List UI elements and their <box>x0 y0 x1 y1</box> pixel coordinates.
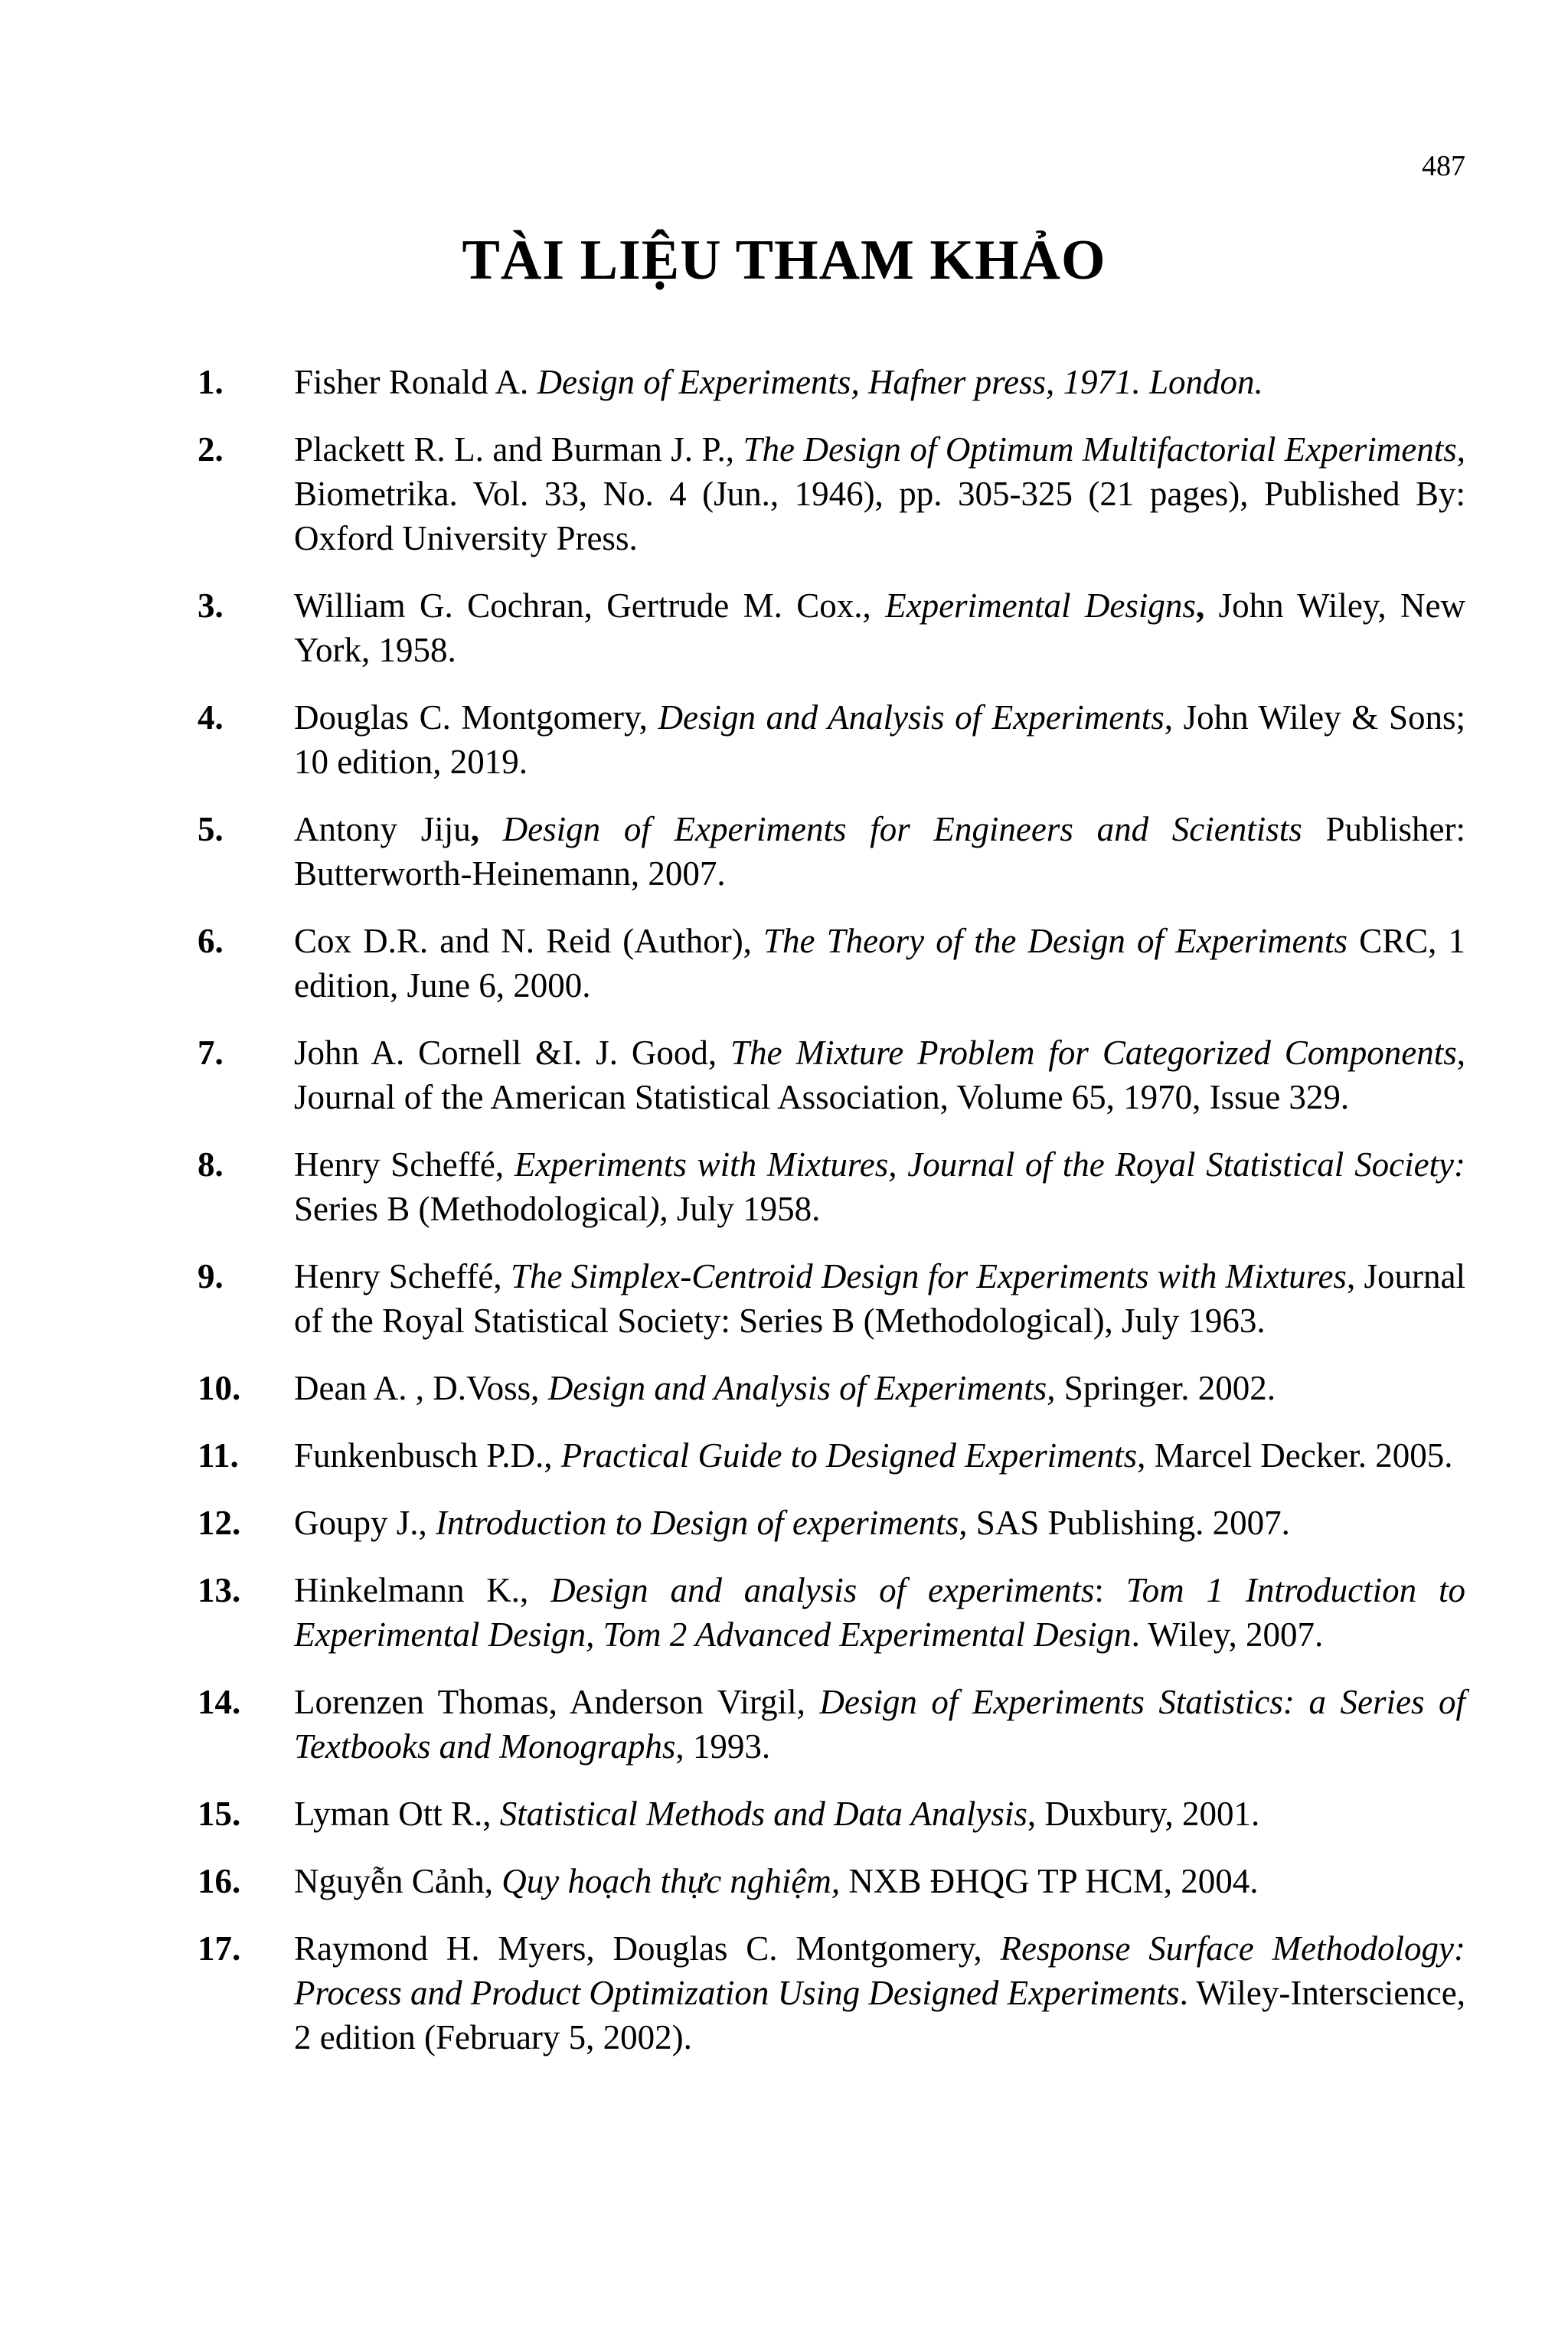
reference-item <box>198 919 1465 1008</box>
reference-text-segment: NXB ĐHQG TP HCM, 2004. <box>840 1862 1259 1900</box>
reference-item <box>198 1926 1465 2060</box>
reference-text-segment: CRC, 1 edition, June 6, 2000. <box>294 922 1465 1004</box>
reference-text-segment: Goupy J., <box>294 1504 436 1542</box>
reference-number: 11. <box>198 1436 239 1475</box>
reference-text-segment: Plackett R. L. and Burman J. P., <box>294 430 743 469</box>
reference-text-segment: Publisher: Butterworth-Heinemann, 2007. <box>294 810 1465 893</box>
reference-text-segment: : <box>1094 1571 1126 1609</box>
reference-text-segment: , Duxbury, 2001. <box>1027 1795 1260 1833</box>
reference-text-segment: Lyman Ott R., <box>294 1795 500 1833</box>
reference-list <box>198 360 1465 2082</box>
reference-number: 14. <box>198 1683 241 1721</box>
reference-number: 5. <box>198 810 224 848</box>
reference-text-segment: Series B (Methodological <box>294 1190 648 1228</box>
reference-title-segment: , Design of Experiments Statistics: a Series of Textbooks and Monographs <box>294 1683 1465 1766</box>
reference-item <box>198 427 1465 560</box>
reference-item <box>198 1254 1465 1343</box>
reference-number: 10. <box>198 1369 241 1407</box>
reference-text-segment: , Biometrika. Vol. 33, No. 4 (Jun., 1946), pp. 305-325 (21 pages), Published By: Oxford University Press. <box>294 430 1465 557</box>
reference-number: 16. <box>198 1862 241 1900</box>
reference-text-segment: Douglas C. Montgomery, <box>294 698 658 737</box>
reference-text-segment <box>479 810 503 848</box>
reference-text-segment: Lorenzen Thomas, Anderson Virgil <box>294 1683 797 1721</box>
reference-number: 3. <box>198 586 224 625</box>
reference-text-segment: , <box>470 810 479 848</box>
reference-item <box>198 583 1465 672</box>
reference-text-segment: Antony Jiju <box>294 810 471 848</box>
reference-text <box>294 430 1465 557</box>
reference-title-segment: The Simplex-Centroid Design for Experiments with Mixtures <box>510 1257 1347 1295</box>
reference-item <box>198 1859 1465 1903</box>
reference-title-segment: Experiments with Mixtures, Journal of the Royal Statistical Society: <box>514 1145 1465 1184</box>
reference-number: 2. <box>198 430 224 469</box>
reference-text-segment: Cox D.R. and N. Reid (Author), <box>294 922 764 960</box>
reference-number: 12. <box>198 1504 241 1542</box>
reference-text-segment: Funkenbusch P.D., <box>294 1436 561 1475</box>
reference-text <box>294 1436 1452 1475</box>
reference-text-segment: , 1993. <box>675 1727 771 1766</box>
reference-text <box>294 1145 1465 1228</box>
reference-item <box>198 1366 1465 1410</box>
page-number: 487 <box>1422 150 1465 182</box>
reference-title-segment: Experimental Designs <box>885 586 1196 625</box>
reference-text-segment: , Journal of the Royal Statistical Society: Series B (Methodological), July 1963. <box>294 1257 1466 1340</box>
reference-title-segment: Quy hoạch thực nghiệm, <box>501 1862 841 1900</box>
reference-text-segment: , SAS Publishing. 2007. <box>959 1504 1290 1542</box>
reference-text-segment: Fisher Ronald A. <box>294 363 537 401</box>
reference-title-segment: Statistical Methods and Data Analysis <box>499 1795 1027 1833</box>
reference-text <box>294 1929 1465 2056</box>
reference-text-segment: , July 1958. <box>659 1190 821 1228</box>
reference-title-segment: Design and Analysis of Experiments, <box>547 1369 1056 1407</box>
reference-title-segment: Design of Experiments for Engineers and Scientists <box>502 810 1302 848</box>
reference-text <box>294 363 1263 401</box>
reference-text-segment: John Wiley, New York, 1958. <box>294 586 1465 669</box>
reference-text-segment: . Wiley-Interscience, 2 edition (February 5, 2002). <box>294 1974 1465 2056</box>
reference-text <box>294 1862 1258 1900</box>
reference-title-segment: The Theory of the Design of Experiments <box>763 922 1348 960</box>
reference-item <box>198 1568 1465 1657</box>
reference-text-segment: Springer. 2002. <box>1055 1369 1276 1407</box>
reference-title-segment: ) <box>648 1190 660 1228</box>
reference-text <box>294 1504 1290 1542</box>
reference-title-segment: Design of Experiments, Hafner press, 1971. London. <box>537 363 1263 401</box>
reference-number: 1. <box>198 363 224 401</box>
reference-title-segment: Design and Analysis of Experiments <box>658 698 1165 737</box>
reference-text <box>294 1034 1465 1116</box>
reference-number: 15. <box>198 1795 241 1833</box>
reference-text-segment: Henry Scheffé, <box>294 1145 514 1184</box>
reference-text <box>294 1369 1276 1407</box>
reference-number: 4. <box>198 698 224 737</box>
reference-title-segment: Design and analysis of experiments <box>550 1571 1095 1609</box>
reference-item <box>198 1792 1465 1836</box>
reference-number: 8. <box>198 1145 224 1184</box>
reference-item <box>198 360 1465 404</box>
reference-text <box>294 1571 1465 1654</box>
reference-text <box>294 1795 1259 1833</box>
reference-title-segment: Introduction to Design of experiments <box>436 1504 959 1542</box>
reference-item <box>198 807 1465 896</box>
reference-text <box>294 1257 1465 1340</box>
reference-number: 17. <box>198 1929 241 1968</box>
reference-number: 6. <box>198 922 224 960</box>
page-title: TÀI LIỆU THAM KHẢO <box>462 229 1106 292</box>
reference-text-segment: Dean A. , D.Voss, <box>294 1369 548 1407</box>
reference-title-segment: Practical Guide to Designed Experiments <box>560 1436 1138 1475</box>
reference-text-segment: William G. Cochran, Gertrude M. Cox., <box>294 586 886 625</box>
reference-text-segment: Henry Scheffé, <box>294 1257 511 1295</box>
reference-item <box>198 1433 1465 1478</box>
reference-text-segment: . Wiley, 2007. <box>1131 1615 1324 1654</box>
reference-item <box>198 695 1465 784</box>
reference-text <box>294 1683 1465 1766</box>
reference-title-segment: Response Surface Methodology: Process and Product Optimization Using Designed Experiments <box>294 1929 1465 2012</box>
reference-title-segment: Tom 1 Introduction to Experimental Design, Tom 2 Advanced Experimental Design <box>294 1571 1465 1654</box>
reference-number: 13. <box>198 1571 241 1609</box>
reference-number: 9. <box>198 1257 224 1295</box>
reference-item <box>198 1680 1465 1769</box>
reference-item <box>198 1501 1465 1545</box>
reference-title-segment: The Mixture Problem for Categorized Components <box>730 1034 1457 1072</box>
reference-text-segment: Hinkelmann K., <box>294 1571 551 1609</box>
reference-text-segment: , John Wiley & Sons; 10 edition, 2019. <box>294 698 1465 781</box>
reference-title-segment: The Design of Optimum Multifactorial Experiments <box>743 430 1457 469</box>
reference-number: 7. <box>198 1034 224 1072</box>
reference-text <box>294 586 1465 669</box>
reference-item <box>198 1142 1465 1231</box>
reference-text <box>294 698 1465 781</box>
reference-text <box>294 810 1465 893</box>
reference-text-segment: , <box>1195 586 1205 625</box>
reference-item <box>198 1031 1465 1119</box>
reference-text <box>294 922 1465 1004</box>
reference-text-segment: Raymond H. Myers, Douglas C. Montgomery, <box>294 1929 1001 1968</box>
reference-text-segment: Nguyễn Cảnh, <box>294 1862 502 1900</box>
reference-text-segment: John A. Cornell &I. J. Good, <box>294 1034 731 1072</box>
reference-text-segment: , Journal of the American Statistical Association, Volume 65, 1970, Issue 329. <box>294 1034 1465 1116</box>
reference-text-segment: , Marcel Decker. 2005. <box>1137 1436 1453 1475</box>
